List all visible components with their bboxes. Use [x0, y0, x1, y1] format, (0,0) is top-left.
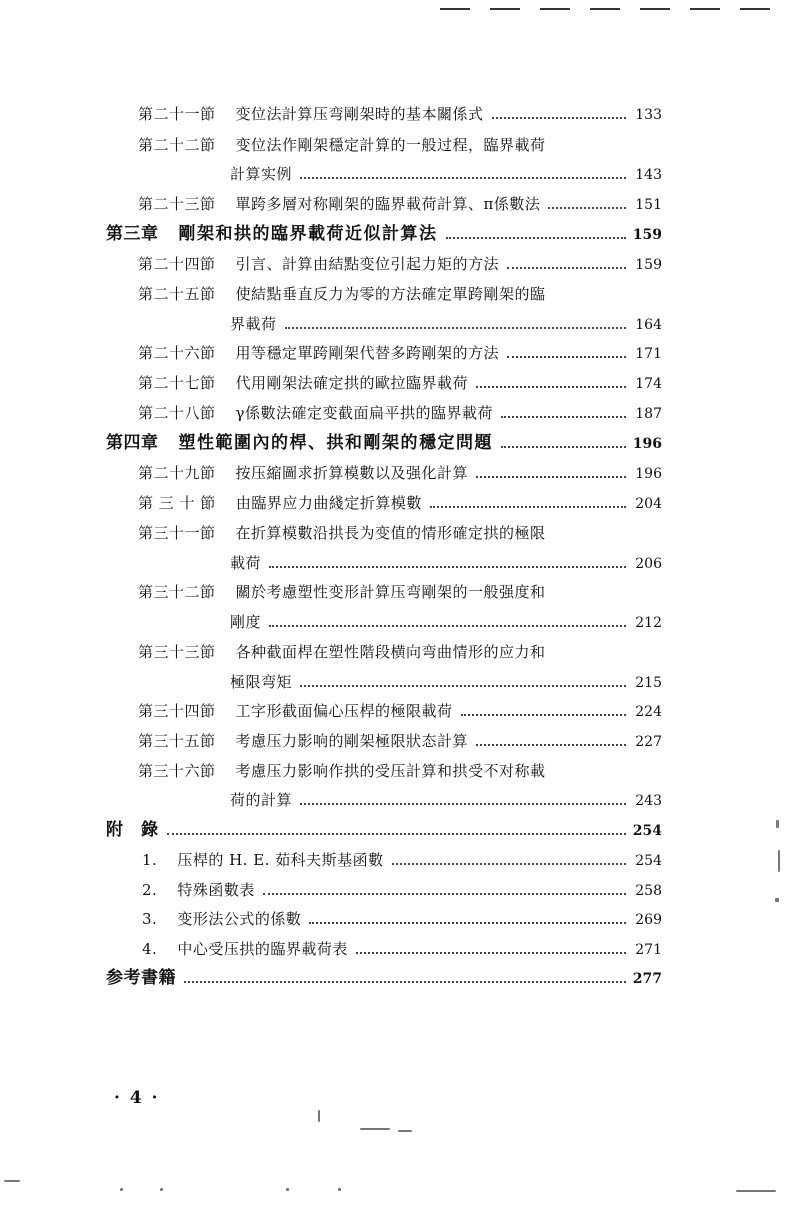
- dot-leader: [300, 685, 626, 687]
- toc-entry-section-30: [138, 493, 662, 514]
- toc-entry-title: 使結點垂直反力为零的方法確定單跨剛架的臨: [235, 285, 546, 303]
- toc-entry-title: 特殊函數表: [177, 881, 255, 899]
- toc-entry-section-35: [138, 731, 662, 752]
- scan-artifact: [360, 1128, 390, 1130]
- toc-references-label: 参考書籍: [106, 968, 176, 988]
- toc-appendix-item-3: [142, 909, 662, 930]
- toc-entry-label: 第二十二節: [138, 136, 216, 154]
- dot-leader: [356, 952, 626, 954]
- toc-entry-page: 196: [632, 436, 662, 452]
- toc-appendix-item-4: [142, 939, 662, 960]
- toc-entry-label: 4.: [142, 940, 158, 958]
- toc-appendix-item-1: [142, 850, 662, 871]
- dot-leader: [501, 446, 626, 448]
- toc-entry-page: 269: [635, 912, 662, 928]
- scan-artifact: [286, 1188, 289, 1191]
- toc-entry-section-36: [138, 761, 618, 781]
- toc-entry-section-26: [138, 343, 662, 364]
- scan-artifact: [778, 850, 780, 872]
- toc-entry-page: 215: [635, 675, 662, 691]
- toc-entry-title-cont: 剛度: [230, 613, 262, 631]
- toc-entry-title: 变位法計算压弯剛架時的基本關係式: [235, 105, 484, 123]
- toc-entry-page: 151: [635, 197, 662, 213]
- top-rule: [490, 8, 520, 10]
- toc-entry-label: 第二十六節: [138, 344, 216, 362]
- toc-appendix: [106, 820, 662, 841]
- dot-leader: [392, 863, 626, 865]
- dot-leader: [263, 893, 626, 895]
- toc-entry-label: 第二十九節: [138, 464, 216, 482]
- scan-artifact: [338, 1188, 341, 1191]
- toc-entry-page: 227: [635, 734, 662, 750]
- toc-entry-section-22: [138, 135, 618, 155]
- toc-entry-title: 各种截面桿在塑性階段横向弯曲情形的应力和: [235, 643, 546, 661]
- scan-artifact: [160, 1188, 163, 1191]
- toc-entry-label: 第三十五節: [138, 732, 216, 750]
- scan-artifact: [4, 1180, 20, 1182]
- toc-appendix-label: 附 錄: [106, 820, 159, 840]
- toc-entry-title: 代用剛架法確定拱的歐拉臨界載荷: [235, 374, 469, 392]
- top-rule: [440, 8, 470, 10]
- toc-entry-section-27: [138, 373, 662, 394]
- toc-entry-section-25: [138, 284, 618, 304]
- toc-entry-section-36-cont: [230, 790, 662, 811]
- scan-artifact: [775, 898, 779, 902]
- toc-entry-page: 271: [635, 942, 662, 958]
- toc-entry-label: 1.: [142, 851, 158, 869]
- toc-entry-title: 用等穩定單跨剛架代替多跨剛架的方法: [235, 344, 500, 362]
- toc-entry-title: 变形法公式的係數: [177, 910, 302, 928]
- toc-entry-section-21: [138, 104, 662, 125]
- scan-artifact: [398, 1130, 412, 1132]
- toc-entry-title: γ係數法確定变截面扁平拱的臨界載荷: [235, 404, 493, 422]
- toc-entry-title: 引言、計算由結點变位引起力矩的方法: [235, 255, 500, 273]
- toc-entry-section-23: [138, 194, 662, 215]
- dot-leader: [167, 833, 627, 835]
- toc-entry-section-29: [138, 463, 662, 484]
- toc-entry-page: 174: [635, 376, 662, 392]
- toc-entry-page: 277: [632, 971, 662, 987]
- toc-entry-title: 变位法作剛架穩定計算的一般过程，臨界載荷: [235, 136, 546, 154]
- toc-references: [106, 968, 662, 989]
- toc-appendix-item-2: [142, 880, 662, 901]
- toc-entry-page: 196: [635, 466, 662, 482]
- toc-entry-title-cont: 界載荷: [230, 315, 277, 333]
- top-rule: [740, 8, 770, 10]
- toc-entry-page: 159: [635, 257, 662, 273]
- top-rule: [590, 8, 620, 10]
- dot-leader: [548, 207, 626, 209]
- toc-entry-label: 第三十二節: [138, 583, 216, 601]
- dot-leader: [269, 625, 626, 627]
- toc-entry-page: 187: [635, 406, 662, 422]
- top-rule: [640, 8, 670, 10]
- dot-leader: [430, 506, 626, 508]
- toc-entry-section-22-cont: [230, 164, 662, 185]
- top-rule: [540, 8, 570, 10]
- toc-entry-section-32: [138, 582, 618, 602]
- dot-leader: [476, 476, 626, 478]
- scan-artifact: [736, 1190, 776, 1192]
- toc-entry-section-34: [138, 701, 662, 722]
- dot-leader: [476, 744, 626, 746]
- toc-entry-section-31-cont: [230, 553, 662, 574]
- toc-entry-page: 171: [635, 346, 662, 362]
- toc-entry-label: 第二十五節: [138, 285, 216, 303]
- toc-chapter-3: [106, 224, 662, 245]
- toc-entry-page: 243: [635, 793, 662, 809]
- dot-leader: [501, 416, 626, 418]
- toc-entry-section-24: [138, 254, 662, 275]
- toc-entry-label: 第 三 十 節: [138, 494, 216, 512]
- dot-leader: [461, 714, 626, 716]
- toc-entry-title: 在折算模數沿拱長为变值的情形確定拱的極限: [235, 524, 546, 542]
- toc-entry-title: 按压縮圖求折算模數以及强化計算: [235, 464, 469, 482]
- dot-leader: [269, 566, 626, 568]
- toc-entry-section-28: [138, 403, 662, 424]
- toc-entry-section-25-cont: [230, 314, 662, 335]
- dot-leader: [309, 922, 626, 924]
- toc-entry-label: 2.: [142, 881, 158, 899]
- toc-entry-page: 206: [635, 556, 662, 572]
- toc-entry-page: 224: [635, 704, 662, 720]
- toc-entry-title: 工字形截面偏心压桿的極限載荷: [235, 702, 453, 720]
- toc-chapter-label: 第四章: [106, 433, 159, 453]
- toc-entry-page: 258: [635, 883, 662, 899]
- toc-entry-title: 压桿的 H. E. 茹科夫斯基函數: [177, 851, 384, 869]
- toc-entry-label: 第二十一節: [138, 105, 216, 123]
- dot-leader: [507, 356, 626, 358]
- dot-leader: [507, 267, 626, 269]
- dot-leader: [300, 177, 626, 179]
- toc-entry-title: 單跨多層对称剛架的臨界載荷計算、π係數法: [235, 195, 541, 213]
- toc-entry-page: 212: [635, 615, 662, 631]
- toc-entry-title: 中心受压拱的臨界載荷表: [177, 940, 348, 958]
- toc-chapter-label: 第三章: [106, 224, 159, 244]
- toc-chapter-4: [106, 433, 662, 454]
- dot-leader: [184, 981, 626, 983]
- toc-entry-label: 第二十七節: [138, 374, 216, 392]
- toc-entry-page: 133: [635, 107, 662, 123]
- toc-entry-label: 3.: [142, 910, 158, 928]
- toc-entry-title: 考慮压力影响的剛架極限狀态計算: [235, 732, 469, 750]
- scan-artifact: [120, 1188, 123, 1191]
- scan-artifact: [776, 820, 779, 828]
- toc-entry-label: 第三十三節: [138, 643, 216, 661]
- dot-leader: [285, 327, 626, 329]
- dot-leader: [476, 386, 626, 388]
- toc-entry-label: 第二十四節: [138, 255, 216, 273]
- toc-entry-section-33-cont: [230, 672, 662, 693]
- toc-entry-title: 關於考慮塑性变形計算压弯剛架的一般强度和: [235, 583, 546, 601]
- toc-entry-label: 第三十四節: [138, 702, 216, 720]
- toc-chapter-title: 剛架和拱的臨界載荷近似計算法: [178, 224, 438, 244]
- toc-entry-title: 由臨界应力曲綫定折算模數: [235, 494, 422, 512]
- dot-leader: [492, 117, 626, 119]
- toc-entry-title-cont: 載荷: [230, 554, 262, 572]
- toc-entry-title: 考慮压力影响作拱的受压計算和拱受不对称載: [235, 762, 546, 780]
- toc-entry-label: 第二十八節: [138, 404, 216, 422]
- toc-chapter-title: 塑性範圍內的桿、拱和剛架的穩定問題: [178, 433, 493, 453]
- toc-entry-page: 254: [632, 823, 662, 839]
- toc-entry-label: 第三十六節: [138, 762, 216, 780]
- dot-leader: [300, 803, 626, 805]
- toc-entry-title-cont: 極限弯矩: [230, 673, 293, 691]
- toc-entry-section-31: [138, 523, 618, 543]
- toc-entry-page: 143: [635, 167, 662, 183]
- top-rule: [690, 8, 720, 10]
- dot-leader: [446, 237, 627, 239]
- toc-entry-label: 第二十三節: [138, 195, 216, 213]
- toc-entry-section-32-cont: [230, 612, 662, 633]
- toc-entry-title-cont: 計算实例: [230, 165, 293, 183]
- toc-entry-label: 第三十一節: [138, 524, 216, 542]
- page-number: · 4 ·: [114, 1088, 160, 1108]
- toc-entry-title-cont: 荷的計算: [230, 791, 293, 809]
- toc-entry-page: 164: [635, 317, 662, 333]
- scan-artifact: [318, 1110, 320, 1122]
- toc-entry-page: 254: [635, 853, 662, 869]
- toc-entry-page: 204: [635, 496, 662, 512]
- toc-entry-page: 159: [632, 227, 662, 243]
- toc-entry-section-33: [138, 642, 618, 662]
